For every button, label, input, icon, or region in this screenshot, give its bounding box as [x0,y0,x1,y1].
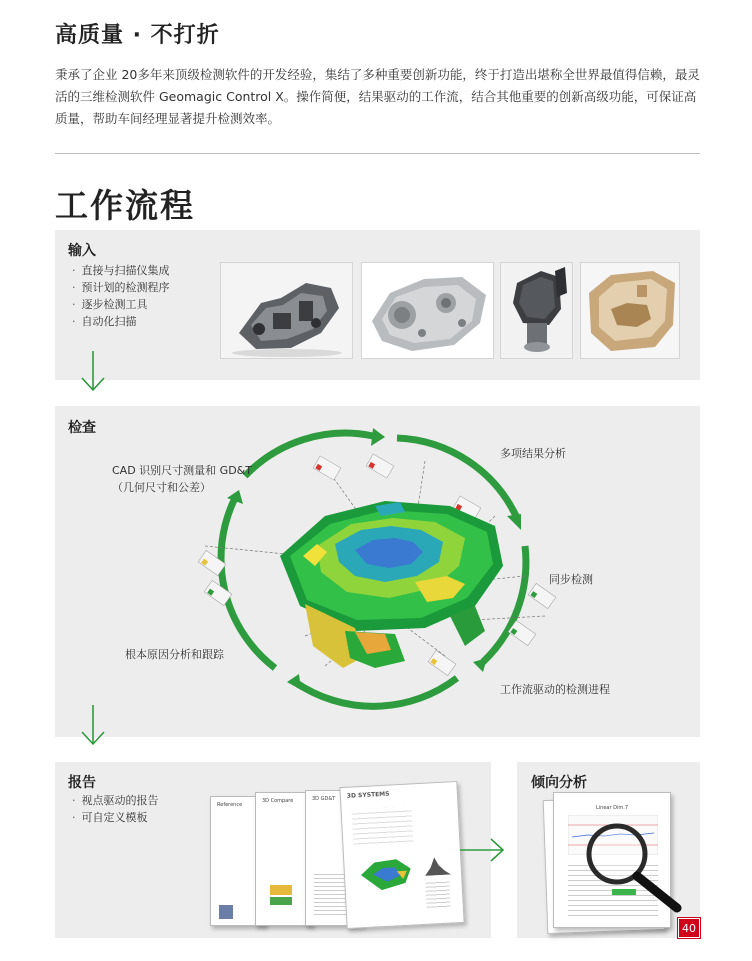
report-doc-reference: Reference [210,796,266,926]
intro-paragraph: 秉承了企业 20多年来顶级检测软件的开发经验，集结了多种重要创新功能，终于打造出堪称全世界最值得信赖，最灵活的三维检测软件 Geomagic Control X。操作简便，结果驱动的工作流，结合其他重要的创新高级功能，可保证高质量，帮助车间经理显著提升检测效率。 [55,67,700,126]
callout-sync-inspection: 同步检测 [549,573,593,586]
list-item: · 视点驱动的报告 [72,792,159,809]
callout-multi-results: 多项结果分析 [500,447,566,460]
input-list [72,262,170,330]
report-heading: 报告 [68,775,96,791]
arrow-right-icon [460,837,506,863]
list-item: · 直接与扫描仪集成 [72,262,170,279]
trend-panel [517,762,700,938]
inspection-heading: 检查 [68,420,96,436]
section-title-workflow: 工作流程 [55,186,195,225]
trend-heading: 倾向分析 [531,775,587,791]
callout-root-cause: 根本原因分析和跟踪 [125,648,224,661]
callout-cad-sub: （几何尺寸和公差） [112,481,211,494]
section-title-quality: 高质量 · 不打折 [55,23,220,48]
inspection-panel [55,406,700,737]
page-number: 40 [678,918,700,938]
photo-aluminum-housing [361,262,494,359]
input-heading: 输入 [68,243,96,259]
callout-workflow-progress: 工作流驱动的检测进程 [500,683,610,696]
arrow-down-icon [80,351,106,393]
report-list [72,792,159,826]
divider [55,153,700,154]
report-doc-main: 3D SYSTEMS [339,781,464,929]
trend-doc-title: Linear Dim.7 [595,805,628,811]
callout-cad [112,462,252,496]
photo-beige-mold [580,262,680,359]
report-doc-compare: 3D Compare [255,792,313,926]
photo-engine-frame [220,262,353,359]
list-item: · 逐步检测工具 [72,296,170,313]
report-doc-gdt: 3D GD&T [305,790,363,926]
color-map-part [280,501,503,668]
input-panel [55,230,700,380]
arrow-down-icon [80,705,106,747]
magnifier-icon [579,818,689,918]
list-item: · 自动化扫描 [72,313,170,330]
report-panel [55,762,491,938]
list-item: · 预计划的检测程序 [72,279,170,296]
list-item: · 可自定义模板 [72,809,159,826]
callout-cad-text: CAD 识别尺寸测量和 GD&T [112,464,252,477]
photo-dark-component [500,262,573,359]
